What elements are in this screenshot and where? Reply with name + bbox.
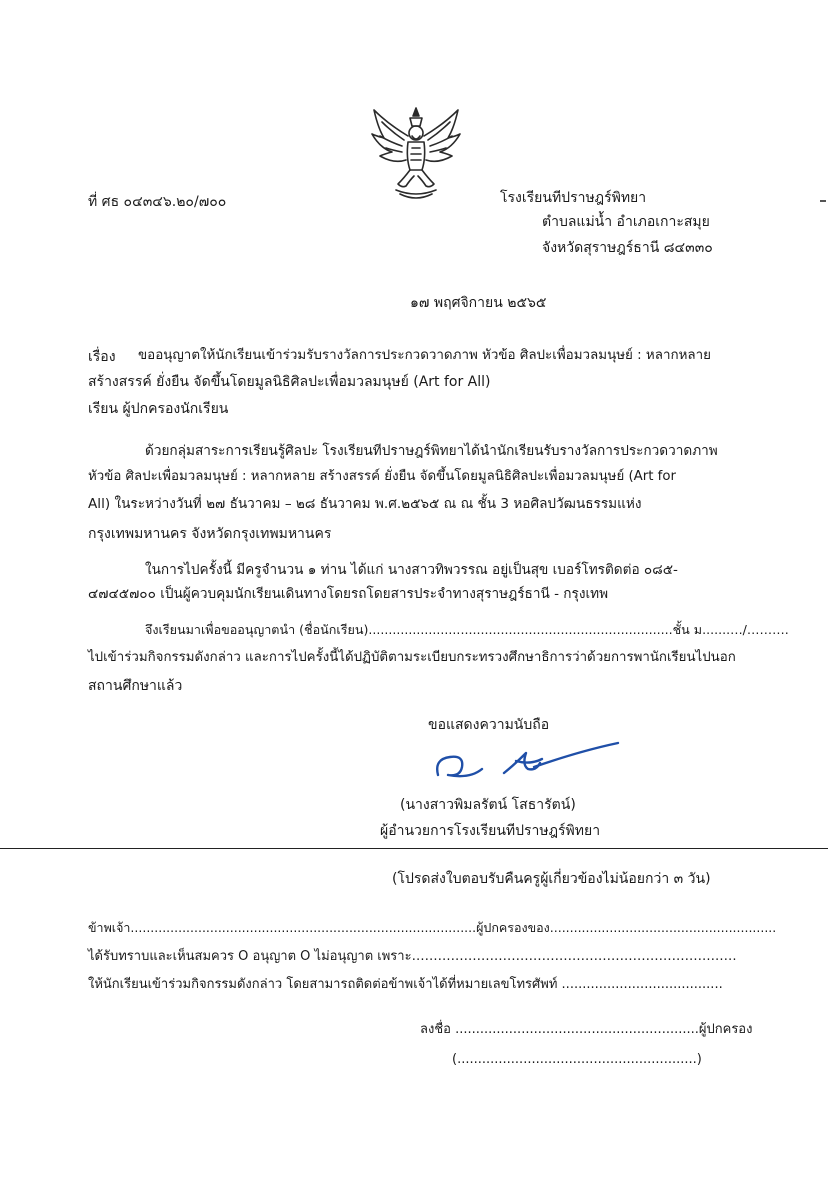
school-address-line2: จังหวัดสุราษฎร์ธานี ๘๔๓๓๐: [542, 240, 713, 256]
subject-line2: สร้างสรรค์ ยั่งยืน จัดขึ้นโดยมูลนิธิศิลปะเพื่อมวลมนุษย์ (Art for All): [88, 374, 491, 390]
reply-consent-line[interactable]: ได้รับทราบและเห็นสมควร O อนุญาต O ไม่อนุญาต เพราะ…………………………………………………………………: [88, 949, 737, 964]
body-p1-line1: ด้วยกลุ่มสาระการเรียนรู้ศิลปะ โรงเรียนทีปราษฎร์พิทยาได้นำนักเรียนรับรางวัลการประกวดวาดภาพ: [145, 443, 718, 459]
body-p1-line3: All) ในระหว่างวันที่ ๒๗ ธันวาคม – ๒๘ ธันวาคม พ.ศ.๒๕๖๕ ณ ณ ชั้น 3 หอศิลปวัฒนธรรมแห่ง: [88, 496, 642, 512]
body-p2-line2: ๔๗๔๕๗๐๐ เป็นผู้ควบคุมนักเรียนเดินทางโดยรถโดยสารประจำทางสุราษฎร์ธานี - กรุงเทพ: [88, 586, 609, 602]
signer-title: ผู้อำนวยการโรงเรียนทีปราษฎร์พิทยา: [380, 823, 601, 839]
garuda-emblem-icon: [370, 106, 462, 202]
scan-edge-mark: [820, 200, 826, 202]
reply-phone-line[interactable]: ให้นักเรียนเข้าร่วมกิจกรรมดังกล่าว โดยสามารถติดต่อข้าพเจ้าได้ที่หมายเลขโทรศัพท์ .......................................: [88, 977, 723, 992]
school-name: โรงเรียนทีปราษฎร์พิทยา: [500, 190, 647, 206]
salutation: เรียน ผู้ปกครองนักเรียน: [88, 401, 229, 417]
body-p3-line3: สถานศึกษาแล้ว: [88, 678, 183, 694]
reply-guardian-line[interactable]: ข้าพเจ้า.......................................................................................ผู้ปกครองของ.........................................................: [88, 920, 777, 935]
body-p2-line1: ในการไปครั้งนี้ มีครูจำนวน ๑ ท่าน ได้แก่ นางสาวทิพวรรณ อยู่เป็นสุข เบอร์โทรติดต่อ ๐๘๕-: [145, 562, 678, 578]
reply-name-line[interactable]: (..........................................................): [452, 1052, 702, 1067]
signer-name: (นางสาวพิมลรัตน์ โสธารัตน์): [400, 797, 576, 813]
reply-instruction: (โปรดส่งใบตอบรับคืนครูผู้เกี่ยวข้องไม่น้อยกว่า ๓ วัน): [392, 871, 711, 887]
subject-line1: ขออนุญาตให้นักเรียนเข้าร่วมรับรางวัลการประกวดวาดภาพ หัวข้อ ศิลปะเพื่อมวลมนุษย์ : หลากหลาย: [138, 348, 711, 363]
body-p3-line1: จึงเรียนมาเพื่อขออนุญาตนำ (ชื่อนักเรียน)............................................................................ชั้น ม.......…/……….: [145, 622, 789, 637]
body-p1-line4: กรุงเทพมหานคร จังหวัดกรุงเทพมหานคร: [88, 526, 332, 542]
tear-off-divider: [0, 848, 828, 849]
reply-signature-line[interactable]: ลงชื่อ ...........................................................ผู้ปกครอง: [420, 1022, 753, 1037]
subject-label: เรื่อง: [88, 349, 116, 365]
signature-icon: [430, 735, 630, 785]
school-address-line1: ตำบลแม่น้ำ อำเภอเกาะสมุย: [542, 214, 710, 230]
body-p1-line2: หัวข้อ ศิลปะเพื่อมวลมนุษย์ : หลากหลาย สร้างสรรค์ ยั่งยืน จัดขึ้นโดยมูลนิธิศิลปะเพื่อมวลมนุษย์ (Art for: [88, 469, 676, 484]
letter-date: ๑๗ พฤศจิกายน ๒๕๖๕: [410, 295, 547, 311]
body-p3-line2: ไปเข้าร่วมกิจกรรมดังกล่าว และการไปครั้งนี้ได้ปฏิบัติตามระเบียบกระทรวงศึกษาธิการว่าด้วยการพานักเรียนไปนอก: [88, 650, 736, 665]
reference-number: ที่ ศธ ๐๔๓๔๖.๒๐/๗๐๐: [88, 194, 227, 210]
closing-respect: ขอแสดงความนับถือ: [428, 717, 550, 733]
